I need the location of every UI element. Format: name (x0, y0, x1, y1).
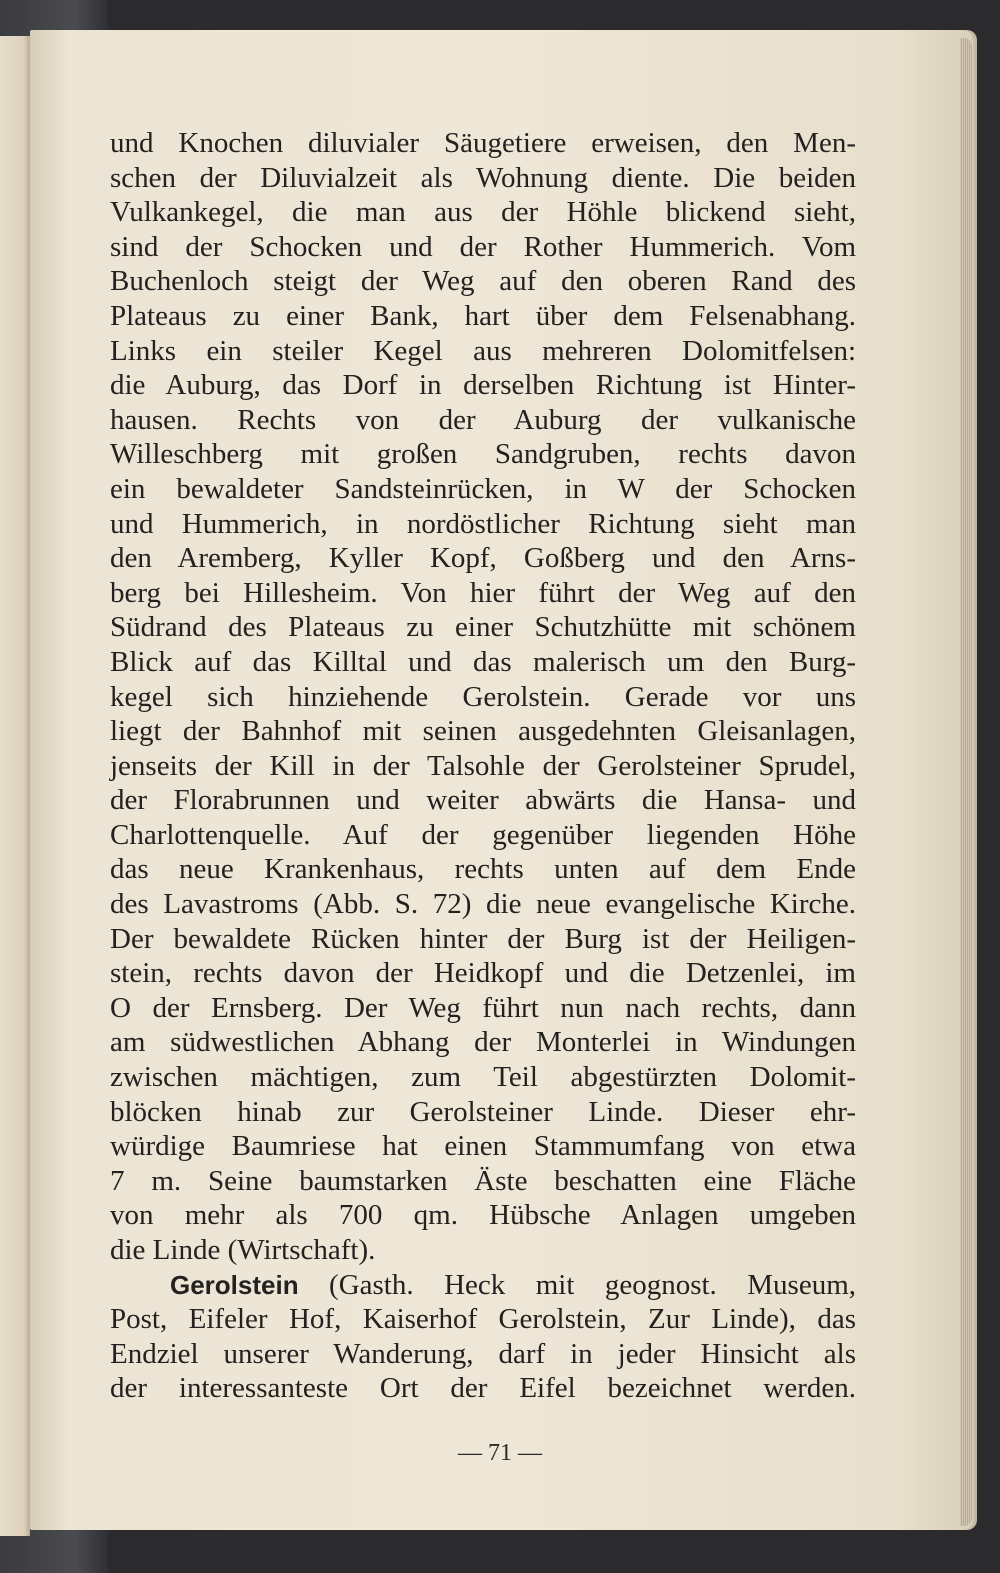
text-line: kegel sich hinziehende Gerolstein. Gerade vor uns (110, 680, 856, 713)
text-line: O der Ernsberg. Der Weg führt nun nach rechts, dann (110, 991, 856, 1024)
text-line: Südrand des Plateaus zu einer Schutzhütte mit schönem (110, 611, 856, 644)
text-line: 7 m. Seine baumstarken Äste beschatten eine Fläche (110, 1164, 856, 1197)
body-text (110, 126, 856, 1406)
text-line: Plateaus zu einer Bank, hart über dem Felsenabhang. (110, 299, 856, 332)
page-number: — 71 — (458, 1440, 542, 1466)
text-line: und Knochen diluvialer Säugetiere erweisen, den Men- (110, 127, 856, 159)
paragraph-start-line (110, 1268, 856, 1303)
text-line: liegt der Bahnhof mit seinen ausgedehnten Gleisanlagen, (110, 715, 856, 748)
page-stack-edge (960, 38, 972, 1526)
text-line: die Auburg, das Dorf in derselben Richtung ist Hinter- (110, 369, 856, 402)
text-line: ein bewaldeter Sandsteinrücken, in W der Schocken (110, 472, 856, 505)
text-line: Post, Eifeler Hof, Kaiserhof Gerolstein, Zur Linde), das (110, 1303, 856, 1336)
text-line: Willeschberg mit großen Sandgruben, rechts davon (110, 438, 856, 471)
text-line: des Lavastroms (Abb. S. 72) die neue evangelische Kirche. (110, 888, 856, 921)
text-line: von mehr als 700 qm. Hübsche Anlagen umgeben (110, 1199, 856, 1232)
text-line: der interessanteste Ort der Eifel bezeichnet werden. (110, 1372, 856, 1405)
text-line: die Linde (Wirtschaft). (110, 1234, 376, 1266)
text-line: am südwestlichen Abhang der Monterlei in Windungen (110, 1026, 856, 1059)
text-line: jenseits der Kill in der Talsohle der Gerolsteiner Sprudel, (110, 749, 856, 782)
text-line: der Florabrunnen und weiter abwärts die Hansa- und (110, 784, 856, 817)
text-line: hausen. Rechts von der Auburg der vulkanische (110, 403, 856, 436)
text-line: würdige Baumriese hat einen Stammumfang von etwa (110, 1130, 856, 1163)
text-line: Links ein steiler Kegel aus mehreren Dolomitfelsen: (110, 334, 856, 367)
text-line: Der bewaldete Rücken hinter der Burg ist der Heiligen- (110, 922, 856, 955)
text-line: Endziel unserer Wanderung, darf in jeder Hinsicht als (110, 1337, 856, 1370)
text-line: sind der Schocken und der Rother Hummerich. Vom (110, 230, 856, 263)
text-line: blöcken hinab zur Gerolsteiner Linde. Dieser ehr- (110, 1095, 856, 1128)
text-line: stein, rechts davon der Heidkopf und die Detzenlei, im (110, 957, 856, 990)
place-heading: Gerolstein (170, 1269, 299, 1300)
text-segment: (Gasth. Heck mit geognost. Museum, (298, 1268, 856, 1301)
text-line: Vulkankegel, die man aus der Höhle blickend sieht, (110, 196, 856, 229)
text-line: berg bei Hillesheim. Von hier führt der Weg auf den (110, 576, 856, 609)
text-line: Charlottenquelle. Auf der gegenüber liegenden Höhe (110, 818, 856, 851)
text-line: und Hummerich, in nordöstlicher Richtung sieht man (110, 507, 856, 540)
text-line: zwischen mächtigen, zum Teil abgestürzten Dolomit- (110, 1061, 856, 1094)
previous-page-edge (0, 36, 30, 1536)
text-line: Blick auf das Killtal und das malerisch um den Burg- (110, 645, 856, 678)
text-line: Buchenloch steigt der Weg auf den oberen Rand des (110, 265, 856, 298)
text-line: schen der Diluvialzeit als Wohnung diente. Die beiden (110, 161, 856, 194)
text-line: den Aremberg, Kyller Kopf, Goßberg und den Arns- (110, 542, 856, 575)
text-line: das neue Krankenhaus, rechts unten auf dem Ende (110, 853, 856, 886)
